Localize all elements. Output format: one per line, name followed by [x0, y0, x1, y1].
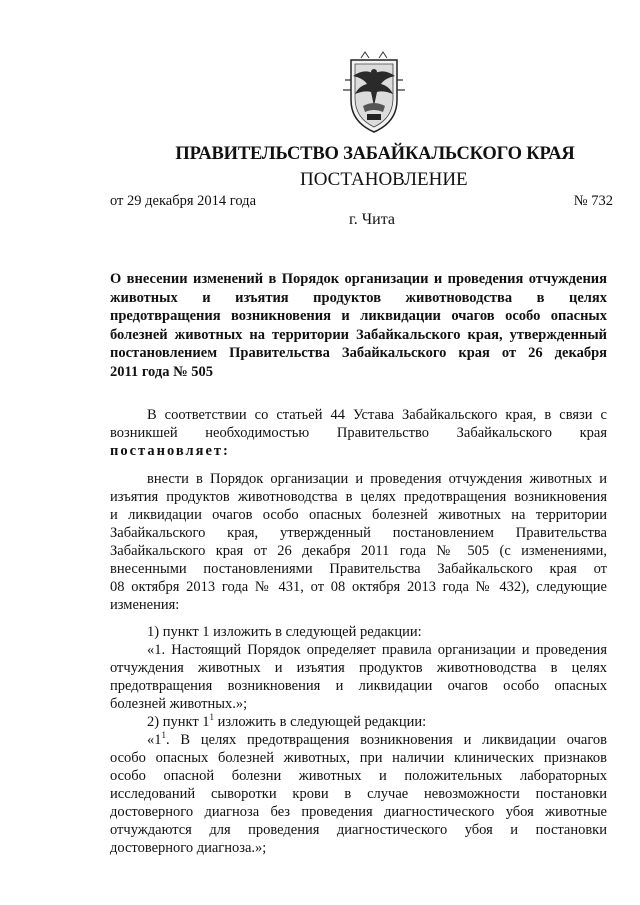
item-line: отчуждения животных и изъятия продуктов животноводства в целях	[110, 660, 607, 676]
item-line: исследований сыворотки крови в случае невозможности постановки	[110, 786, 607, 802]
item-line: достоверного диагноза без проведения диагностического убоя животные	[110, 804, 607, 820]
title-line: постановлением Правительства Забайкальского края от 26 декабря	[110, 345, 607, 361]
title-line: животных и изъятия продуктов животноводства в целях	[110, 289, 607, 306]
amendment-item-2	[110, 713, 607, 857]
item-line: достоверного диагноза.»;	[110, 840, 267, 856]
paragraph-line: Забайкальского края от 26 декабря 2011 года № 505 (с изменениями,	[110, 543, 607, 559]
document-date: от 29 декабря 2014 года	[110, 193, 256, 209]
main-paragraph	[110, 470, 607, 614]
preamble-line: В соответствии со статьей 44 Устава Забайкальского края, в связи с	[147, 407, 607, 423]
title-line: О внесении изменений в Порядок организации и проведения отчуждения	[110, 271, 607, 287]
item-line: отчуждаются для проведения диагностического убоя и постановки	[110, 822, 607, 838]
item-intro: 2) пункт $1^1$ изложить в следующей редакции:	[147, 712, 427, 730]
coat-of-arms-emblem	[331, 50, 417, 134]
resolves-word: постановляет:	[110, 443, 230, 459]
item-line: болезней животных.»;	[110, 696, 248, 712]
preamble-line: возникшей необходимостью Правительство Забайкальского края	[110, 425, 607, 441]
document-type: ПОСТАНОВЛЕНИЕ	[300, 169, 468, 190]
item-line: особо опасной болезни животных и положительных лабораторных	[110, 768, 607, 784]
document-title	[110, 270, 607, 381]
item-line: особо опасных болезней животных, при наличии клинических признаков	[110, 750, 607, 766]
preamble	[110, 406, 607, 460]
item-line: предотвращения возникновения и ликвидации очагов особо опасных	[110, 678, 607, 694]
item-line: «1. Настоящий Порядок определяет правила организации и проведения	[147, 642, 607, 658]
government-heading: ПРАВИТЕЛЬСТВО ЗАБАЙКАЛЬСКОГО КРАЯ	[175, 144, 575, 164]
paragraph-line: изъятия продуктов животноводства в целях предотвращения возникновения	[110, 489, 607, 505]
paragraph-line: изменения:	[110, 597, 180, 613]
document-city: г. Чита	[349, 211, 396, 228]
paragraph-line: Забайкальского края, утвержденный постановлением Правительства	[110, 525, 607, 541]
amendment-item-1	[110, 623, 607, 713]
item-intro: 1) пункт 1 изложить в следующей редакции:	[147, 624, 422, 640]
paragraph-line: внести в Порядок организации и проведения отчуждения животных и	[147, 471, 607, 487]
paragraph-line: и ликвидации очагов особо опасных болезней животных на территории	[110, 507, 607, 523]
title-line: болезней животных на территории Забайкальского края, утвержденный	[110, 326, 607, 343]
document-number: № 732	[573, 193, 613, 209]
paragraph-line: внесенными постановлениями Правительства Забайкальского края от	[110, 561, 607, 577]
title-line: предотвращения возникновения и ликвидации очагов особо опасных	[110, 308, 607, 324]
title-line: 2011 года № 505	[110, 363, 214, 380]
paragraph-line: 08 октября 2013 года № 431, от 08 октября 2013 года № 432), следующие	[110, 579, 607, 595]
item-line: «$1^1$. В целях предотвращения возникновения и ликвидации очагов	[147, 730, 607, 748]
